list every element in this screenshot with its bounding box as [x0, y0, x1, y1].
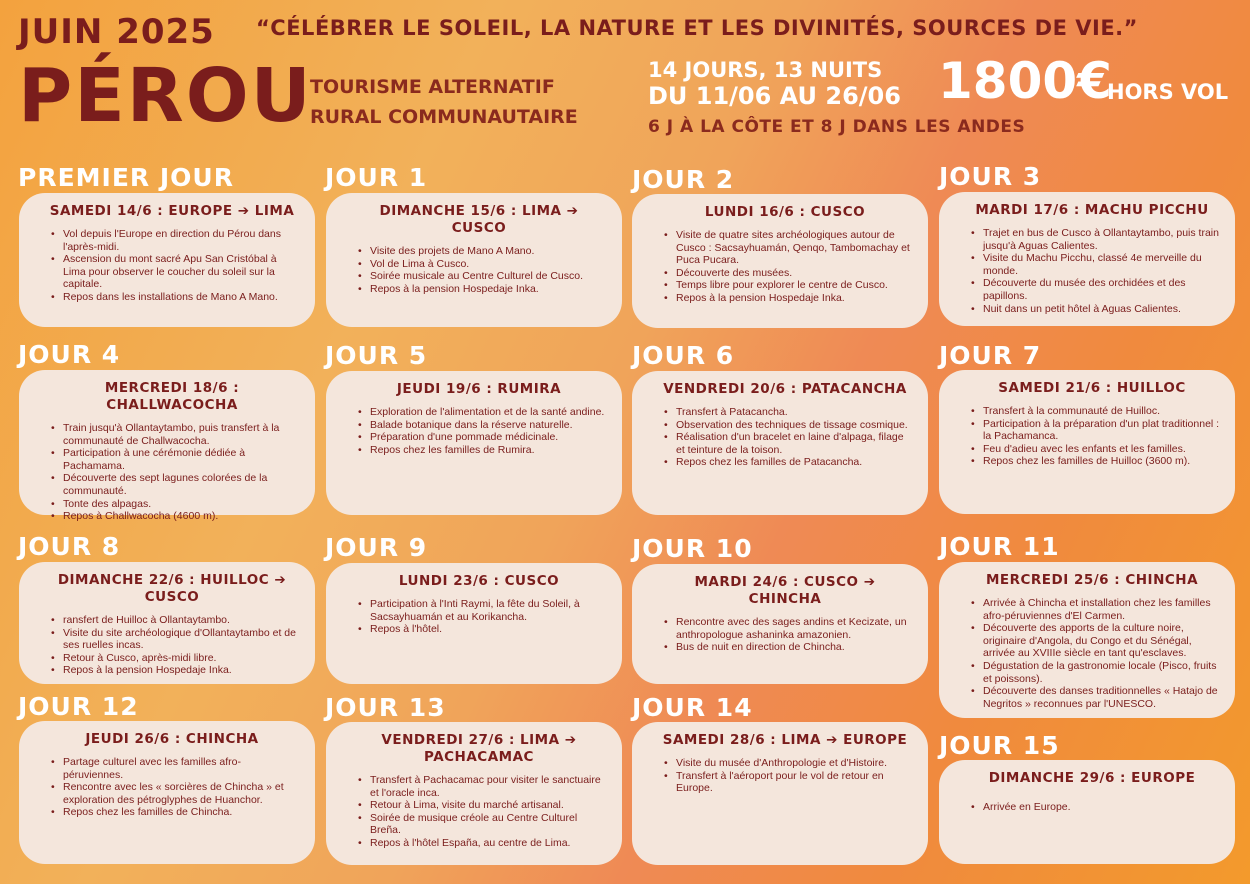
day-card — [326, 563, 622, 684]
activity-item: • Visite de quatre sites archéologiques autour de Cusco : Sacsayhuamán, Qenqo, Tambomachay et Puca Pucara. — [666, 229, 914, 267]
activity-list — [656, 616, 914, 654]
activity-item: • Vol depuis l'Europe en direction du Pérou dans l'après-midi. — [53, 228, 301, 253]
day-heading: VENDREDI 20/6 : PATACANCHA — [663, 381, 907, 397]
activity-item: • Découverte des sept lagunes colorées de la communauté. — [53, 472, 301, 497]
activity-item: • Visite du musée d'Anthropologie et d'Histoire. — [666, 757, 914, 770]
activity-list — [43, 422, 301, 523]
day-label: JOUR 1 — [325, 163, 428, 192]
activity-item: • Balade botanique dans la réserve naturelle. — [360, 419, 608, 432]
day-card — [632, 722, 928, 865]
activity-item: • Préparation d'une pommade médicinale. — [360, 431, 608, 444]
activity-item: • Repos à Challwacocha (4600 m). — [53, 510, 301, 523]
day-card — [632, 371, 928, 515]
day-card — [326, 371, 622, 515]
day-label: JOUR 3 — [939, 162, 1042, 191]
day-card — [19, 193, 315, 327]
activity-item: • Partage culturel avec les familles afro-péruviennes. — [53, 756, 301, 781]
activity-item: • Visite des projets de Mano A Mano. — [360, 245, 608, 258]
activity-item: • Repos chez les familles de Patacancha. — [666, 456, 914, 469]
activity-item: • Rencontre avec des sages andins et Kecizate, un anthropologue ashaninka amazonien. — [666, 616, 914, 641]
activity-item: • Découverte du musée des orchidées et des papillons. — [973, 277, 1221, 302]
day-heading: MERCREDI 18/6 : CHALLWACOCHA — [104, 380, 240, 413]
day-heading: SAMEDI 21/6 : HUILLOC — [998, 380, 1186, 396]
activity-list — [656, 757, 914, 795]
activity-item: • Découverte des danses traditionnelles « Hatajo de Negritos » reconnues par l'UNESCO. — [973, 685, 1221, 710]
activity-item: • Bus de nuit en direction de Chincha. — [666, 641, 914, 654]
day-label: JOUR 10 — [632, 534, 753, 563]
activity-item: • Visite du site archéologique d'Ollantaytambo et de ses ruelles incas. — [53, 627, 301, 652]
trip-duration: 14 JOURS, 13 NUITS — [648, 58, 883, 82]
day-heading: DIMANCHE 15/6 : LIMA ➔ CUSCO — [379, 203, 579, 236]
activity-list — [350, 598, 608, 636]
activity-list — [963, 227, 1221, 315]
activity-item: • Repos à l'hôtel España, au centre de Lima. — [360, 837, 608, 850]
activity-item: • Transfert à l'aéroport pour le vol de retour en Europe. — [666, 770, 914, 795]
tagline-quote: “CÉLÉBRER LE SOLEIL, LA NATURE ET LES DIVINITÉS, SOURCES DE VIE.” — [256, 16, 1138, 40]
activity-item: • Observation des techniques de tissage cosmique. — [666, 419, 914, 432]
day-label: JOUR 15 — [939, 731, 1060, 760]
trip-month: JUIN 2025 — [18, 12, 215, 52]
day-heading: SAMEDI 14/6 : EUROPE ➔ LIMA — [49, 203, 295, 219]
activity-item: • Repos à la pension Hospedaje Inka. — [53, 664, 301, 677]
day-label: PREMIER JOUR — [18, 163, 234, 192]
activity-item: • Nuit dans un petit hôtel à Aguas Calientes. — [973, 303, 1221, 316]
day-card — [939, 760, 1235, 864]
activity-item: • Découverte des apports de la culture noire, originaire d'Angola, du Congo et du Sénégal, arrivée au XVIIIe siècle en tant qu'esclaves. — [973, 622, 1221, 660]
day-card — [939, 192, 1235, 326]
activity-item: • Repos chez les familles de Rumira. — [360, 444, 608, 457]
day-label: JOUR 9 — [325, 533, 428, 562]
day-card — [326, 193, 622, 327]
activity-item: • Repos à la pension Hospedaje Inka. — [360, 283, 608, 296]
day-heading: LUNDI 16/6 : CUSCO — [704, 204, 866, 220]
day-card — [632, 564, 928, 684]
activity-item: • Arrivée à Chincha et installation chez les familles afro-péruviennes d'El Carmen. — [973, 597, 1221, 622]
activity-item: • ransfert de Huilloc à Ollantaytambo. — [53, 614, 301, 627]
day-label: JOUR 2 — [632, 165, 735, 194]
activity-item: • Visite du Machu Picchu, classé 4e merveille du monde. — [973, 252, 1221, 277]
subtitle-line-2: RURAL COMMUNAUTAIRE — [310, 106, 578, 128]
activity-item: • Trajet en bus de Cusco à Ollantaytambo, puis train jusqu'à Aguas Calientes. — [973, 227, 1221, 252]
price-note: HORS VOL — [1107, 80, 1229, 104]
activity-item: • Participation à une cérémonie dédiée à Pachamama. — [53, 447, 301, 472]
trip-dates: DU 11/06 AU 26/06 — [648, 82, 901, 110]
activity-item: • Retour à Lima, visite du marché artisanal. — [360, 799, 608, 812]
activity-item: • Repos à l'hôtel. — [360, 623, 608, 636]
day-card — [939, 562, 1235, 718]
day-heading: JEUDI 19/6 : RUMIRA — [396, 381, 562, 397]
trip-price: 1800€ — [938, 52, 1112, 110]
activity-list — [963, 405, 1221, 468]
activity-item: • Repos chez les familles de Chincha. — [53, 806, 301, 819]
activity-item: • Transfert à la communauté de Huilloc. — [973, 405, 1221, 418]
activity-item: • Temps libre pour explorer le centre de Cusco. — [666, 279, 914, 292]
activity-list — [350, 245, 608, 295]
day-heading: DIMANCHE 29/6 : EUROPE — [988, 770, 1196, 786]
activity-item: • Repos à la pension Hospedaje Inka. — [666, 292, 914, 305]
day-card — [632, 194, 928, 328]
activity-item: • Soirée de musique créole au Centre Culturel Breña. — [360, 812, 608, 837]
day-label: JOUR 14 — [632, 693, 753, 722]
day-heading: DIMANCHE 22/6 : HUILLOC ➔ CUSCO — [57, 572, 287, 605]
day-heading: JEUDI 26/6 : CHINCHA — [85, 731, 259, 747]
day-heading: VENDREDI 27/6 : LIMA ➔ PACHACAMAC — [381, 732, 577, 765]
day-label: JOUR 12 — [18, 692, 139, 721]
subtitle-line-1: TOURISME ALTERNATIF — [310, 76, 555, 98]
activity-item: • Soirée musicale au Centre Culturel de Cusco. — [360, 270, 608, 283]
day-card — [19, 721, 315, 864]
activity-item: • Retour à Cusco, après-midi libre. — [53, 652, 301, 665]
day-card — [19, 370, 315, 523]
activity-item: • Tonte des alpagas. — [53, 498, 301, 511]
activity-item: • Repos chez les familles de Huilloc (3600 m). — [973, 455, 1221, 468]
activity-item: • Ascension du mont sacré Apu San Cristóbal à Lima pour observer le coucher du soleil sur la capitale. — [53, 253, 301, 291]
activity-item: • Dégustation de la gastronomie locale (Pisco, fruits et poissons). — [973, 660, 1221, 685]
day-heading: MARDI 17/6 : MACHU PICCHU — [975, 202, 1209, 218]
activity-item: • Rencontre avec les « sorcières de Chincha » et exploration des pétroglyphes de Huanchor. — [53, 781, 301, 806]
day-label: JOUR 11 — [939, 532, 1060, 561]
activity-item: • Repos dans les installations de Mano A Mano. — [53, 291, 301, 304]
activity-list — [43, 614, 301, 677]
activity-item: • Transfert à Pachacamac pour visiter le sanctuaire et l'oracle inca. — [360, 774, 608, 799]
day-label: JOUR 7 — [939, 341, 1042, 370]
day-label: JOUR 5 — [325, 341, 428, 370]
activity-item: • Train jusqu'à Ollantaytambo, puis transfert à la communauté de Challwacocha. — [53, 422, 301, 447]
activity-item: • Exploration de l'alimentation et de la santé andine. — [360, 406, 608, 419]
activity-item: • Participation à l'Inti Raymi, la fête du Soleil, à Sacsayhuamán et au Korikancha. — [360, 598, 608, 623]
day-card — [939, 370, 1235, 514]
day-label: JOUR 8 — [18, 532, 121, 561]
day-label: JOUR 4 — [18, 340, 121, 369]
day-heading: MERCREDI 25/6 : CHINCHA — [985, 572, 1199, 588]
activity-list — [963, 801, 1221, 814]
activity-item: • Transfert à Patacancha. — [666, 406, 914, 419]
activity-item: • Feu d'adieu avec les enfants et les familles. — [973, 443, 1221, 456]
activity-list — [350, 774, 608, 850]
activity-list — [350, 406, 608, 456]
day-label: JOUR 13 — [325, 693, 446, 722]
activity-item: • Vol de Lima à Cusco. — [360, 258, 608, 271]
destination-title: PÉROU — [18, 53, 313, 139]
activity-item: • Découverte des musées. — [666, 267, 914, 280]
trip-split: 6 J À LA CÔTE ET 8 J DANS LES ANDES — [648, 117, 1026, 137]
activity-item: • Arrivée en Europe. — [973, 801, 1221, 814]
day-card — [326, 722, 622, 865]
day-heading: SAMEDI 28/6 : LIMA ➔ EUROPE — [662, 732, 908, 748]
activity-item: • Participation à la préparation d'un plat traditionnel : la Pachamanca. — [973, 418, 1221, 443]
activity-list — [43, 228, 301, 304]
day-card — [19, 562, 315, 684]
activity-list — [656, 229, 914, 305]
activity-list — [43, 756, 301, 819]
day-label: JOUR 6 — [632, 341, 735, 370]
activity-list — [963, 597, 1221, 710]
day-heading: LUNDI 23/6 : CUSCO — [398, 573, 560, 589]
activity-item: • Réalisation d'un bracelet en laine d'alpaga, filage et teinture de la toison. — [666, 431, 914, 456]
activity-list — [656, 406, 914, 469]
day-heading: MARDI 24/6 : CUSCO ➔ CHINCHA — [694, 574, 876, 607]
